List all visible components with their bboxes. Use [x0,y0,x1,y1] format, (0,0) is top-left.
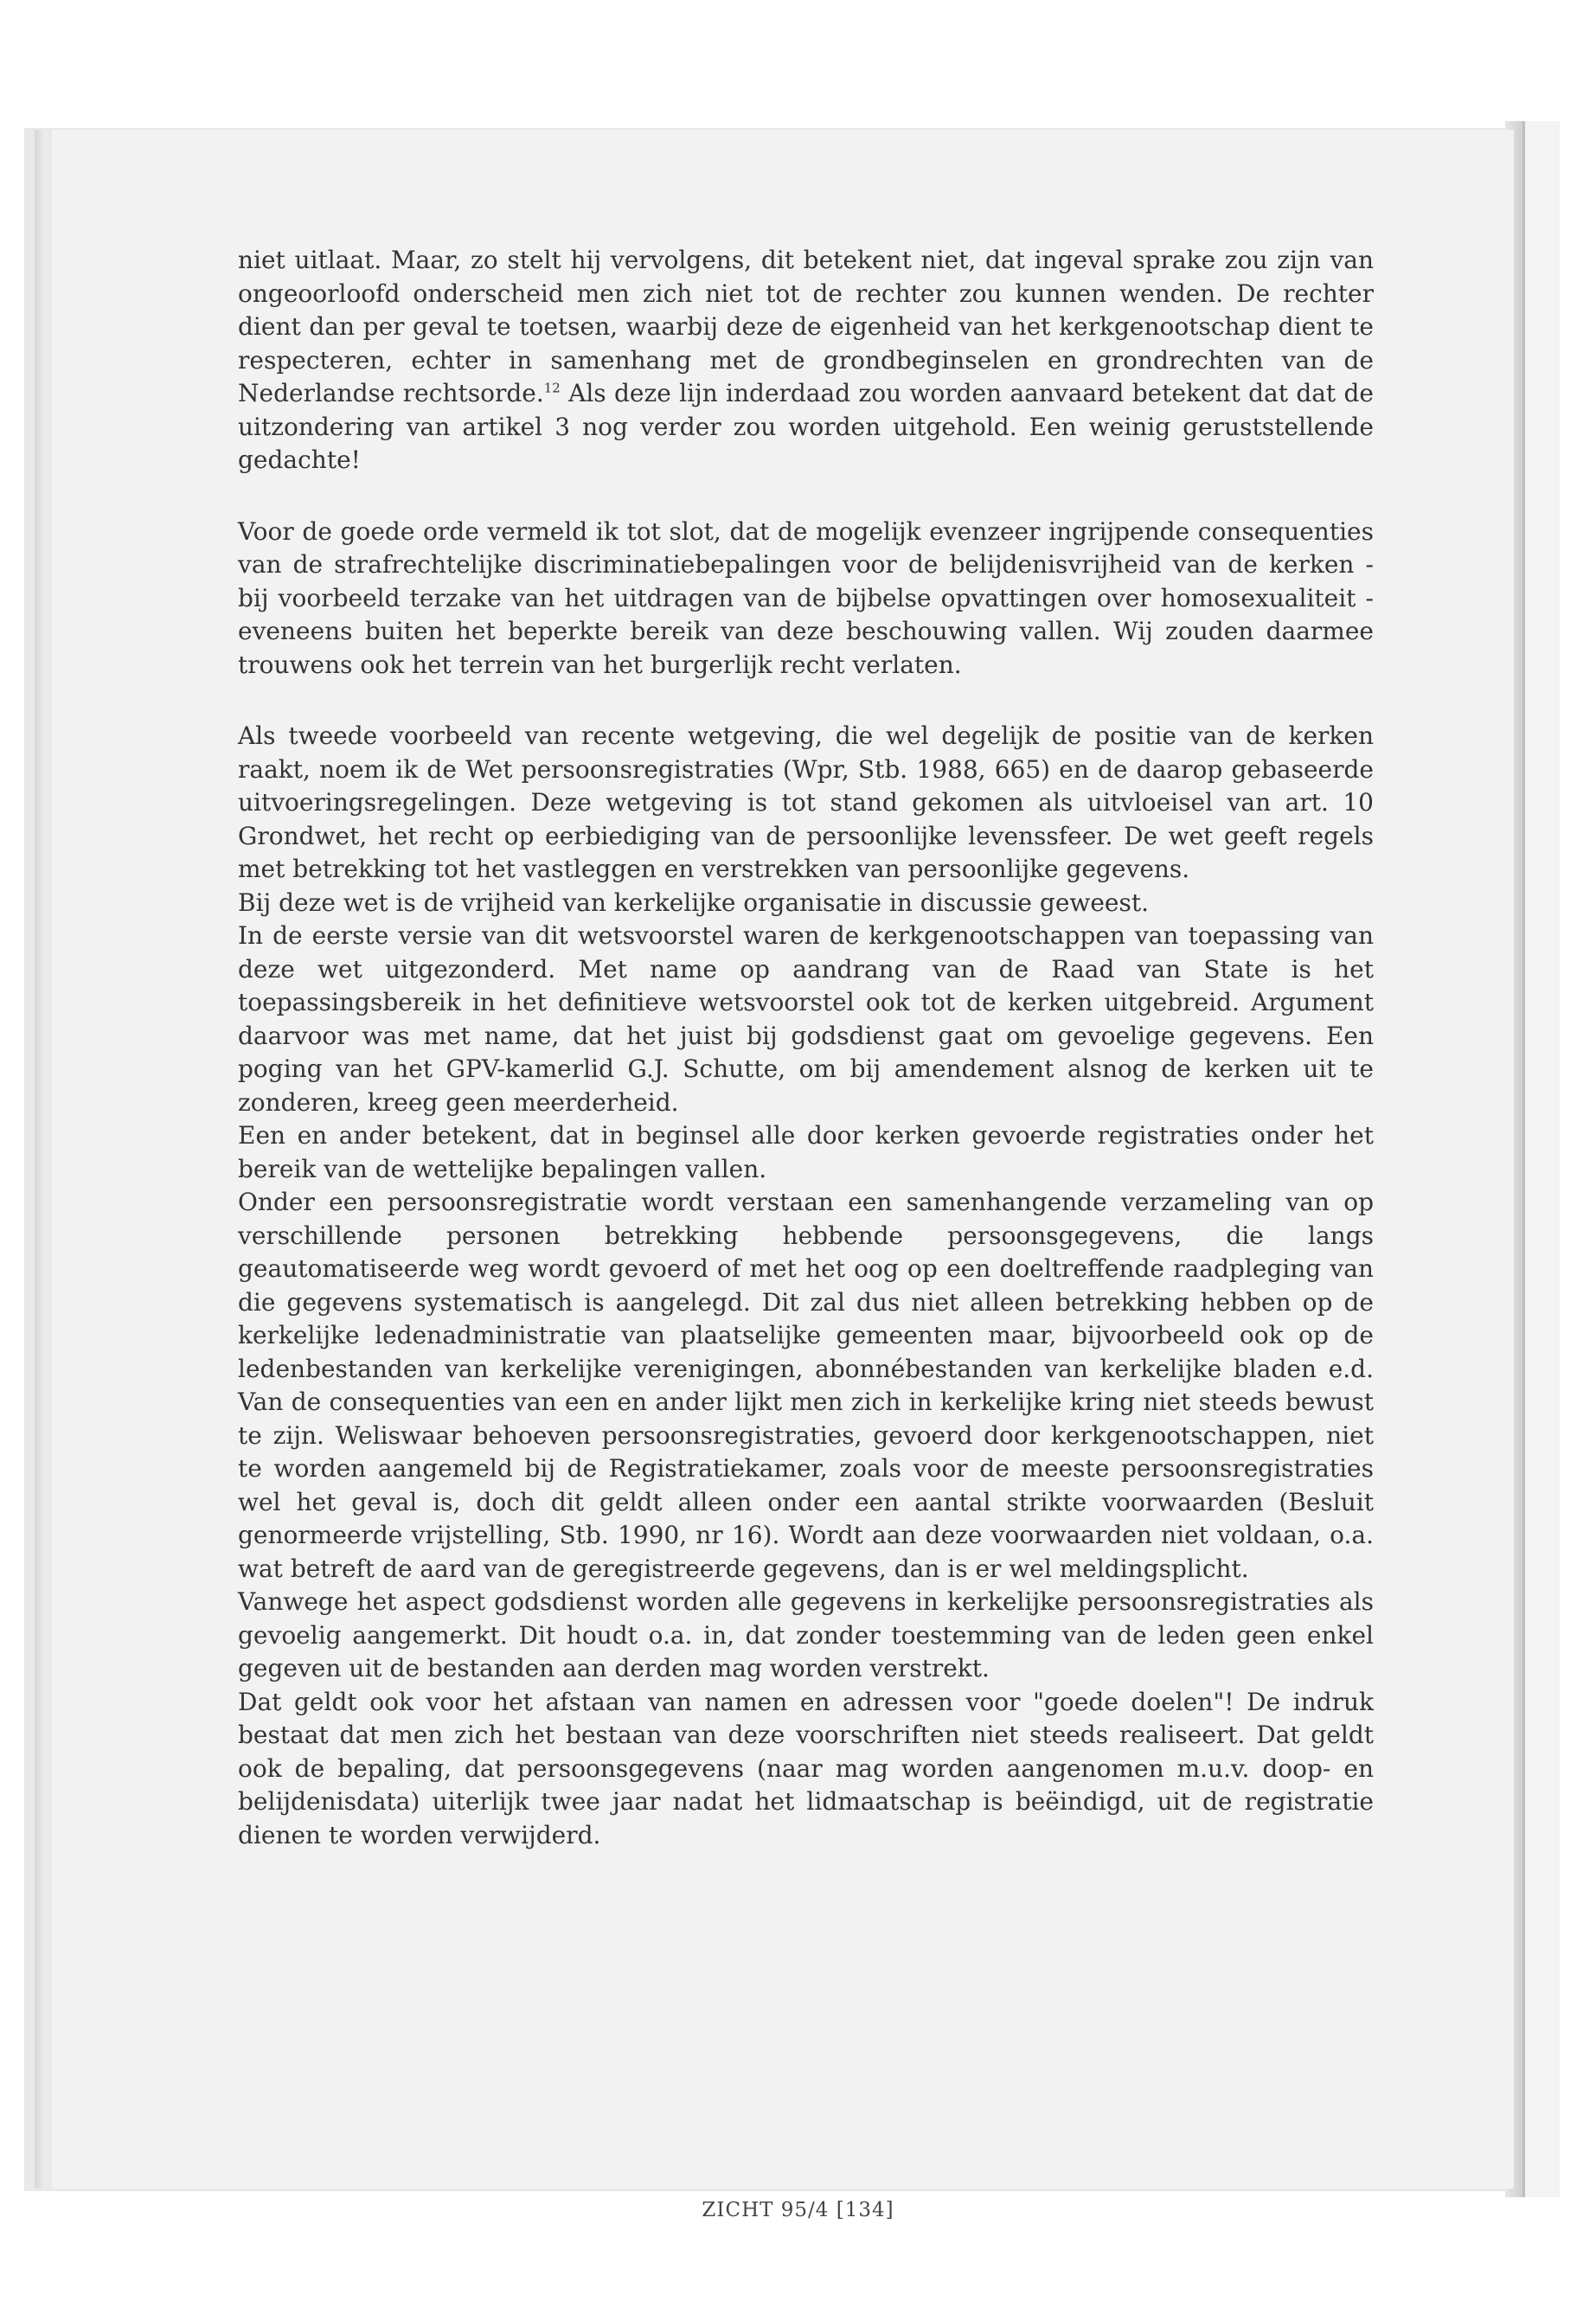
page-footer-folio: ZICHT 95/4 [134] [702,2199,894,2221]
paragraph-1 [238,244,1374,478]
paragraph-3-line-7: Dat geldt ook voor het afstaan van namen en adressen voor "goede doelen"! De indruk bestaat dat men zich het bestaan van deze voorschriften niet steeds realiseert. Dat geldt ook de bepaling, dat persoonsgegevens (naar mag worden aangenomen m.u.v. doop- en belijdenisdata) uiterlijk twee jaar nadat het lidmaatschap is beëindigd, uit de registratie dienen te worden verwijderd. [238,1687,1374,1849]
page-edge-left [35,130,47,2189]
body-text [238,244,1374,1890]
cover-spine [1522,121,1560,2197]
paragraph-3-line-6: Vanwege het aspect godsdienst worden alle gegevens in kerkelijke persoonsregistraties als gevoelig aangemerkt. Dit houdt o.a. in, dat zonder toestemming van de leden geen enkel gegeven uit de bestanden aan derden mag worden verstrekt. [238,1587,1374,1682]
paragraph-3-line-3: In de eerste versie van dit wetsvoorstel waren de kerkgenootschappen van toepassing van deze wet uitgezonderd. Met name op aandrang van de Raad van State is het toepassingsbereik in het definitieve wetsvoorstel ook tot de kerken uitgebreid. Argument daarvoor was met name, dat het juist bij godsdienst gaat om gevoelige gegevens. Een poging van het GPV-kamerlid G.J. Schutte, om bij amendement alsnog de kerken uit te zonderen, kreeg geen meerderheid. [238,921,1374,1117]
paragraph-3-line-1: Als tweede voorbeeld van recente wetgeving, die wel degelijk de positie van de kerken raakt, noem ik de Wet persoonsregistraties (Wpr, Stb. 1988, 665) en de daarop gebaseerde uitvoeringsregelingen. Deze wetgeving is tot stand gekomen als uitvloeisel van art. 10 Grondwet, het recht op eerbiediging van de persoonlijke levenssfeer. De wet geeft regels met betrekking tot het vastleggen en verstrekken van persoonlijke gegevens. [238,721,1374,883]
paragraph-1-text-a: niet uitlaat. Maar, zo stelt hij vervolgens, dit betekent niet, dat ingeval sprake zou zijn van ongeoorloofd onderscheid men zich niet tot de rechter zou kunnen wenden. De rechter dient dan per geval te toetsen, waarbij deze de eigenheid van het kerkgenootschap dient te respecteren, echter in samenhang met de grondbeginselen en grondrechten van de Nederlandse rechtsorde. [238,246,1374,407]
paragraph-2-text: Voor de goede orde vermeld ik tot slot, dat de mogelijk evenzeer ingrijpende consequenties van de strafrechtelijke discriminatiebepalingen voor de belijdenisvrijheid van de kerken - bij voorbeeld terzake van het uitdragen van de bijbelse opvattingen over homosexualiteit - eveneens buiten het beperkte bereik van deze beschouwing vallen. Wij zouden daarmee trouwens ook het terrein van het burgerlijk recht verlaten. [238,516,1374,679]
paragraph-3-line-4: Een en ander betekent, dat in beginsel alle door kerken gevoerde registraties onder het bereik van de wettelijke bepalingen vallen. [238,1121,1374,1183]
paragraph-3-line-5: Onder een persoonsregistratie wordt verstaan een samenhangende verzameling van op verschillende personen betrekking hebbende persoonsgegevens, die langs geautomatiseerde weg wordt gevoerd of met het oog op een doeltreffende raadpleging van die gegevens systematisch is aangelegd. Dit zal dus niet alleen betrekking hebben op de kerkelijke ledenadministratie van plaatselijke gemeenten maar, bijvoorbeeld ook op de ledenbestanden van kerkelijke verenigingen, abonnébestanden van kerkelijke bladen e.d. Van de consequenties van een en ander lijkt men zich in kerkelijke kring niet steeds bewust te zijn. Weliswaar behoeven persoonsregistraties, gevoerd door kerkgenootschappen, niet te worden aangemeld bij de Registratiekamer, zoals voor de meeste persoonsregistraties wel het geval is, doch dit geldt alleen onder een aantal strikte voorwaarden (Besluit genormeerde vrijstelling, Stb. 1990, nr 16). Wordt aan deze voorwaarden niet voldaan, o.a. wat betreft de aard van de geregistreerde gegevens, dan is er wel meldingsplicht. [238,1188,1374,1583]
paragraph-3-line-2: Bij deze wet is de vrijheid van kerkelijke organisatie in discussie geweest. [238,888,1150,917]
paragraph-3 [238,720,1374,1852]
paragraph-1-text-b: Als deze lijn inderdaad zou worden aanvaard betekent dat dat de uitzondering van artikel 3 nog verder zou worden uitgehold. Een weinig geruststellende gedachte! [238,379,1374,474]
footnote-ref-12[interactable]: 12 [543,380,561,396]
paragraph-2 [238,516,1374,683]
